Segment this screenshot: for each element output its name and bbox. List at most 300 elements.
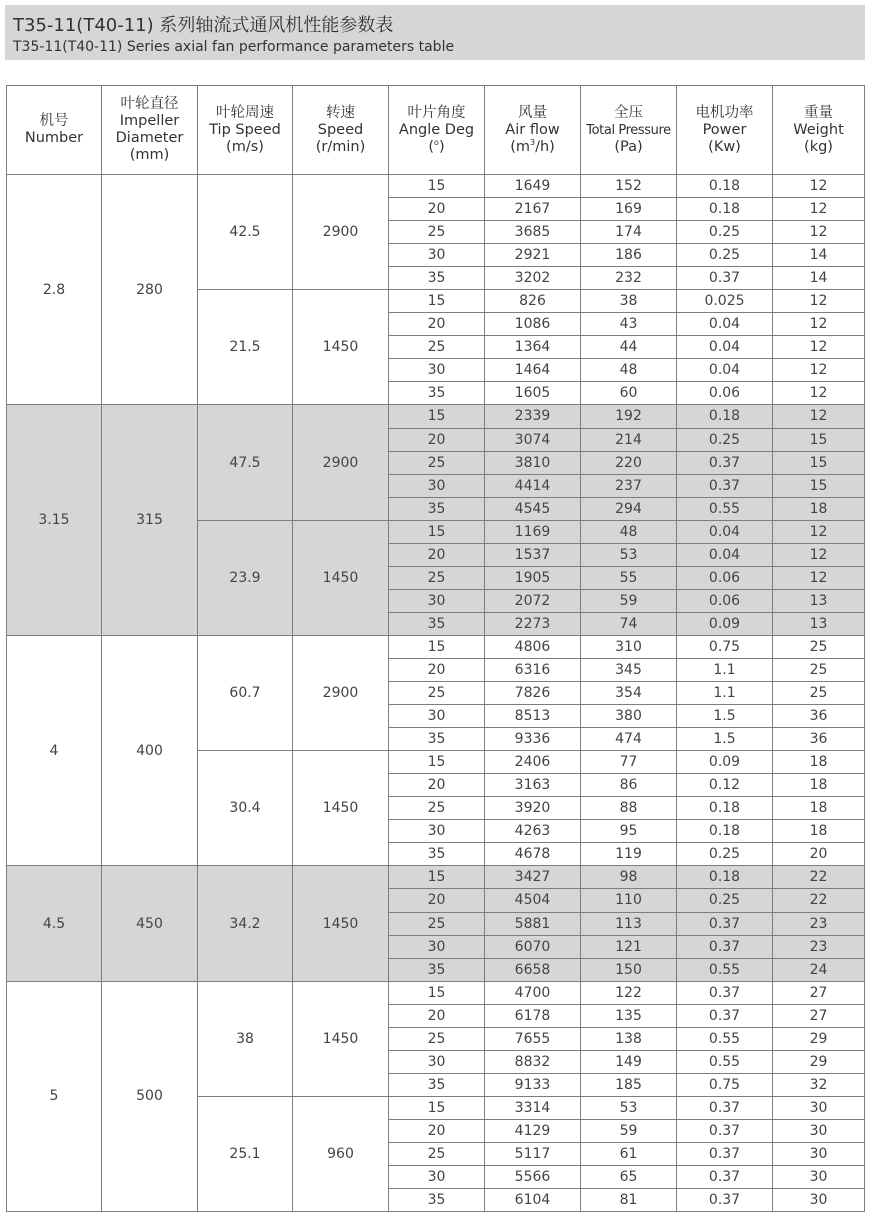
cell-air-flow: 3163 <box>485 774 581 797</box>
cell-power: 0.25 <box>677 843 773 866</box>
cell-angle: 35 <box>389 958 485 981</box>
cell-air-flow: 6178 <box>485 1004 581 1027</box>
cell-air-flow: 6658 <box>485 958 581 981</box>
page-title-zh: T35-11(T40-11) 系列轴流式通风机性能参数表 <box>13 15 394 36</box>
header-angle-deg-zh: 叶片角度 <box>407 104 466 121</box>
cell-air-flow: 4545 <box>485 497 581 520</box>
cell-power: 0.37 <box>677 1119 773 1142</box>
cell-total-pressure: 74 <box>581 612 677 635</box>
cell-power: 0.12 <box>677 774 773 797</box>
header-weight <box>773 86 865 175</box>
cell-angle: 15 <box>389 866 485 889</box>
cell-total-pressure: 95 <box>581 820 677 843</box>
cell-angle: 35 <box>389 497 485 520</box>
cell-air-flow: 3427 <box>485 866 581 889</box>
header-tip-speed-en-1: (m/s) <box>226 138 264 155</box>
cell-angle: 25 <box>389 451 485 474</box>
cell-air-flow: 8832 <box>485 1050 581 1073</box>
cell-angle: 20 <box>389 1004 485 1027</box>
cell-tip-speed: 38 <box>198 981 293 1096</box>
cell-angle: 35 <box>389 728 485 751</box>
cell-weight: 12 <box>773 566 865 589</box>
cell-air-flow: 4678 <box>485 843 581 866</box>
cell-weight: 25 <box>773 682 865 705</box>
header-total-pressure <box>581 86 677 175</box>
header-power-en-0: Power <box>702 121 747 138</box>
cell-power: 0.18 <box>677 866 773 889</box>
cell-weight: 12 <box>773 221 865 244</box>
cell-angle: 20 <box>389 1119 485 1142</box>
header-tip-speed-en-0: Tip Speed <box>209 121 281 138</box>
cell-angle: 35 <box>389 1189 485 1212</box>
cell-angle: 20 <box>389 198 485 221</box>
unit-superscript: o <box>434 137 439 147</box>
cell-angle: 20 <box>389 774 485 797</box>
unit-suffix: /h) <box>535 138 555 155</box>
cell-weight: 27 <box>773 981 865 1004</box>
cell-number: 5 <box>7 981 102 1211</box>
cell-tip-speed: 25.1 <box>198 1096 293 1211</box>
header-total-pressure-zh: 全压 <box>614 104 643 121</box>
cell-total-pressure: 169 <box>581 198 677 221</box>
cell-weight: 25 <box>773 658 865 681</box>
cell-power: 0.04 <box>677 520 773 543</box>
cell-angle: 15 <box>389 751 485 774</box>
cell-total-pressure: 53 <box>581 543 677 566</box>
cell-total-pressure: 113 <box>581 912 677 935</box>
cell-speed: 1450 <box>293 866 389 981</box>
cell-weight: 27 <box>773 1004 865 1027</box>
header-total-pressure-en-0: Total Pressure <box>586 122 671 138</box>
cell-tip-speed: 42.5 <box>198 175 293 290</box>
cell-weight: 22 <box>773 866 865 889</box>
cell-power: 0.37 <box>677 1189 773 1212</box>
cell-angle: 15 <box>389 405 485 428</box>
table-row <box>7 405 865 428</box>
cell-air-flow: 2072 <box>485 589 581 612</box>
header-tip-speed <box>198 86 293 175</box>
cell-power: 0.37 <box>677 1004 773 1027</box>
header-impeller-diameter-en-2: (mm) <box>129 147 170 163</box>
header-air-flow-zh: 风量 <box>518 104 547 121</box>
cell-power: 0.06 <box>677 566 773 589</box>
cell-air-flow: 5881 <box>485 912 581 935</box>
cell-power: 0.25 <box>677 889 773 912</box>
cell-weight: 12 <box>773 336 865 359</box>
cell-angle: 30 <box>389 935 485 958</box>
header-weight-en-1: (kg) <box>804 138 833 155</box>
header-number-en-0: Number <box>24 130 84 146</box>
cell-total-pressure: 220 <box>581 451 677 474</box>
cell-total-pressure: 294 <box>581 497 677 520</box>
cell-total-pressure: 474 <box>581 728 677 751</box>
header-speed-en-1: (r/min) <box>315 138 366 155</box>
cell-speed: 1450 <box>293 290 389 405</box>
cell-air-flow: 4129 <box>485 1119 581 1142</box>
cell-angle: 20 <box>389 658 485 681</box>
cell-air-flow: 4806 <box>485 635 581 658</box>
unit-suffix: ) <box>438 138 445 155</box>
cell-weight: 32 <box>773 1073 865 1096</box>
cell-total-pressure: 138 <box>581 1027 677 1050</box>
cell-speed: 2900 <box>293 175 389 290</box>
cell-power: 0.37 <box>677 451 773 474</box>
cell-power: 0.09 <box>677 612 773 635</box>
header-impeller-diameter-en-0: Impeller <box>119 113 180 129</box>
cell-angle: 25 <box>389 797 485 820</box>
cell-power: 0.37 <box>677 267 773 290</box>
cell-angle: 20 <box>389 313 485 336</box>
cell-power: 0.25 <box>677 221 773 244</box>
cell-weight: 36 <box>773 705 865 728</box>
table-row <box>7 175 865 198</box>
cell-power: 0.06 <box>677 589 773 612</box>
cell-number: 3.15 <box>7 405 102 635</box>
cell-power: 0.37 <box>677 1166 773 1189</box>
header-number <box>7 86 102 175</box>
cell-angle: 15 <box>389 175 485 198</box>
cell-speed: 1450 <box>293 751 389 866</box>
title-bar <box>5 5 865 60</box>
cell-tip-speed: 30.4 <box>198 751 293 866</box>
cell-total-pressure: 174 <box>581 221 677 244</box>
cell-weight: 15 <box>773 451 865 474</box>
cell-air-flow: 3685 <box>485 221 581 244</box>
cell-diameter: 450 <box>102 866 198 981</box>
cell-total-pressure: 310 <box>581 635 677 658</box>
cell-power: 0.55 <box>677 497 773 520</box>
cell-angle: 20 <box>389 428 485 451</box>
cell-angle: 15 <box>389 981 485 1004</box>
header-weight-zh: 重量 <box>804 104 833 121</box>
cell-power: 0.09 <box>677 751 773 774</box>
cell-total-pressure: 59 <box>581 589 677 612</box>
cell-weight: 23 <box>773 935 865 958</box>
cell-air-flow: 2339 <box>485 405 581 428</box>
cell-angle: 15 <box>389 1096 485 1119</box>
cell-angle: 25 <box>389 1142 485 1165</box>
header-impeller-diameter-zh: 叶轮直径 <box>120 96 179 112</box>
cell-air-flow: 6104 <box>485 1189 581 1212</box>
cell-total-pressure: 110 <box>581 889 677 912</box>
cell-angle: 25 <box>389 912 485 935</box>
cell-angle: 20 <box>389 889 485 912</box>
cell-total-pressure: 122 <box>581 981 677 1004</box>
cell-angle: 25 <box>389 221 485 244</box>
cell-total-pressure: 48 <box>581 520 677 543</box>
cell-air-flow: 3810 <box>485 451 581 474</box>
cell-power: 0.18 <box>677 405 773 428</box>
header-power <box>677 86 773 175</box>
cell-air-flow: 1605 <box>485 382 581 405</box>
cell-angle: 35 <box>389 267 485 290</box>
cell-air-flow: 6316 <box>485 658 581 681</box>
header-air-flow-en-0: Air flow <box>505 121 560 138</box>
performance-table <box>6 85 865 1212</box>
cell-air-flow: 2273 <box>485 612 581 635</box>
cell-tip-speed: 21.5 <box>198 290 293 405</box>
cell-air-flow: 1649 <box>485 175 581 198</box>
cell-total-pressure: 88 <box>581 797 677 820</box>
cell-weight: 24 <box>773 958 865 981</box>
cell-air-flow: 6070 <box>485 935 581 958</box>
cell-air-flow: 7655 <box>485 1027 581 1050</box>
cell-angle: 30 <box>389 705 485 728</box>
header-speed <box>293 86 389 175</box>
cell-total-pressure: 65 <box>581 1166 677 1189</box>
cell-power: 0.04 <box>677 313 773 336</box>
cell-weight: 30 <box>773 1166 865 1189</box>
cell-angle: 25 <box>389 682 485 705</box>
cell-weight: 14 <box>773 267 865 290</box>
header-angle-deg-en-0: Angle Deg <box>398 121 475 138</box>
cell-total-pressure: 77 <box>581 751 677 774</box>
cell-power: 0.18 <box>677 175 773 198</box>
cell-weight: 12 <box>773 543 865 566</box>
cell-number: 2.8 <box>7 175 102 405</box>
header-air-flow <box>485 86 581 175</box>
cell-angle: 30 <box>389 589 485 612</box>
cell-weight: 13 <box>773 612 865 635</box>
cell-diameter: 500 <box>102 981 198 1211</box>
cell-weight: 29 <box>773 1027 865 1050</box>
cell-weight: 12 <box>773 382 865 405</box>
cell-power: 0.04 <box>677 359 773 382</box>
cell-total-pressure: 81 <box>581 1189 677 1212</box>
header-power-en-1: (Kw) <box>708 138 741 155</box>
cell-weight: 12 <box>773 405 865 428</box>
cell-power: 0.75 <box>677 1073 773 1096</box>
cell-tip-speed: 23.9 <box>198 520 293 635</box>
cell-air-flow: 826 <box>485 290 581 313</box>
cell-weight: 29 <box>773 1050 865 1073</box>
cell-speed: 2900 <box>293 635 389 750</box>
cell-total-pressure: 55 <box>581 566 677 589</box>
page-title-en: T35-11(T40-11) Series axial fan performance parameters table <box>13 39 455 55</box>
cell-power: 0.37 <box>677 935 773 958</box>
cell-weight: 36 <box>773 728 865 751</box>
cell-diameter: 400 <box>102 635 198 865</box>
cell-power: 1.1 <box>677 682 773 705</box>
table-body <box>7 175 865 1212</box>
cell-total-pressure: 192 <box>581 405 677 428</box>
cell-weight: 13 <box>773 589 865 612</box>
header-angle-deg <box>389 86 485 175</box>
cell-total-pressure: 60 <box>581 382 677 405</box>
cell-weight: 18 <box>773 820 865 843</box>
cell-total-pressure: 150 <box>581 958 677 981</box>
cell-weight: 12 <box>773 520 865 543</box>
cell-weight: 15 <box>773 428 865 451</box>
cell-power: 0.04 <box>677 336 773 359</box>
cell-air-flow: 4263 <box>485 820 581 843</box>
cell-angle: 25 <box>389 336 485 359</box>
cell-air-flow: 2406 <box>485 751 581 774</box>
cell-power: 0.55 <box>677 1027 773 1050</box>
cell-power: 0.25 <box>677 244 773 267</box>
header-tip-speed-zh: 叶轮周速 <box>216 104 274 121</box>
header-power-zh: 电机功率 <box>695 104 754 121</box>
unit-superscript: 3 <box>529 137 536 147</box>
cell-total-pressure: 48 <box>581 359 677 382</box>
cell-air-flow: 1086 <box>485 313 581 336</box>
cell-air-flow: 7826 <box>485 682 581 705</box>
cell-weight: 30 <box>773 1142 865 1165</box>
cell-weight: 12 <box>773 359 865 382</box>
cell-air-flow: 4700 <box>485 981 581 1004</box>
cell-diameter: 280 <box>102 175 198 405</box>
cell-air-flow: 1537 <box>485 543 581 566</box>
cell-diameter: 315 <box>102 405 198 635</box>
cell-angle: 30 <box>389 359 485 382</box>
cell-number: 4.5 <box>7 866 102 981</box>
cell-air-flow: 3314 <box>485 1096 581 1119</box>
cell-air-flow: 1905 <box>485 566 581 589</box>
cell-air-flow: 4504 <box>485 889 581 912</box>
cell-total-pressure: 121 <box>581 935 677 958</box>
cell-angle: 25 <box>389 1027 485 1050</box>
cell-air-flow: 9133 <box>485 1073 581 1096</box>
cell-total-pressure: 149 <box>581 1050 677 1073</box>
header-impeller-diameter <box>102 86 198 175</box>
cell-angle: 15 <box>389 290 485 313</box>
cell-tip-speed: 60.7 <box>198 635 293 750</box>
cell-weight: 30 <box>773 1189 865 1212</box>
cell-angle: 35 <box>389 612 485 635</box>
cell-total-pressure: 354 <box>581 682 677 705</box>
cell-angle: 35 <box>389 843 485 866</box>
cell-weight: 12 <box>773 175 865 198</box>
cell-total-pressure: 44 <box>581 336 677 359</box>
cell-total-pressure: 186 <box>581 244 677 267</box>
header-speed-zh: 转速 <box>326 104 355 121</box>
cell-total-pressure: 237 <box>581 474 677 497</box>
cell-angle: 30 <box>389 244 485 267</box>
cell-total-pressure: 135 <box>581 1004 677 1027</box>
cell-total-pressure: 119 <box>581 843 677 866</box>
cell-power: 1.5 <box>677 705 773 728</box>
cell-weight: 22 <box>773 889 865 912</box>
cell-speed: 1450 <box>293 981 389 1096</box>
cell-total-pressure: 152 <box>581 175 677 198</box>
cell-angle: 25 <box>389 566 485 589</box>
cell-air-flow: 2167 <box>485 198 581 221</box>
cell-air-flow: 9336 <box>485 728 581 751</box>
cell-power: 0.06 <box>677 382 773 405</box>
cell-total-pressure: 185 <box>581 1073 677 1096</box>
cell-power: 0.55 <box>677 1050 773 1073</box>
cell-air-flow: 1364 <box>485 336 581 359</box>
cell-power: 0.18 <box>677 797 773 820</box>
cell-air-flow: 1169 <box>485 520 581 543</box>
header-total-pressure-en-1: (Pa) <box>614 138 643 155</box>
cell-power: 0.37 <box>677 1142 773 1165</box>
header-speed-en-0: Speed <box>317 121 364 138</box>
cell-air-flow: 3920 <box>485 797 581 820</box>
cell-air-flow: 3202 <box>485 267 581 290</box>
cell-weight: 25 <box>773 635 865 658</box>
cell-total-pressure: 345 <box>581 658 677 681</box>
cell-power: 0.25 <box>677 428 773 451</box>
cell-weight: 20 <box>773 843 865 866</box>
cell-weight: 30 <box>773 1096 865 1119</box>
cell-weight: 18 <box>773 774 865 797</box>
cell-angle: 15 <box>389 635 485 658</box>
cell-weight: 12 <box>773 198 865 221</box>
cell-total-pressure: 86 <box>581 774 677 797</box>
cell-power: 0.37 <box>677 1096 773 1119</box>
cell-power: 0.55 <box>677 958 773 981</box>
cell-air-flow: 8513 <box>485 705 581 728</box>
cell-weight: 14 <box>773 244 865 267</box>
cell-air-flow: 5117 <box>485 1142 581 1165</box>
cell-power: 0.025 <box>677 290 773 313</box>
cell-total-pressure: 214 <box>581 428 677 451</box>
cell-power: 0.18 <box>677 820 773 843</box>
table-row <box>7 866 865 889</box>
cell-total-pressure: 98 <box>581 866 677 889</box>
cell-angle: 30 <box>389 1166 485 1189</box>
header-weight-en-0: Weight <box>793 121 844 138</box>
unit-prefix: ( <box>428 138 435 155</box>
cell-angle: 30 <box>389 820 485 843</box>
cell-air-flow: 2921 <box>485 244 581 267</box>
cell-total-pressure: 380 <box>581 705 677 728</box>
cell-angle: 35 <box>389 382 485 405</box>
cell-weight: 18 <box>773 751 865 774</box>
cell-tip-speed: 34.2 <box>198 866 293 981</box>
cell-power: 1.5 <box>677 728 773 751</box>
cell-angle: 20 <box>389 543 485 566</box>
header-impeller-diameter-en-1: Diameter <box>115 130 184 146</box>
cell-weight: 23 <box>773 912 865 935</box>
cell-angle: 35 <box>389 1073 485 1096</box>
cell-power: 0.37 <box>677 474 773 497</box>
cell-weight: 12 <box>773 313 865 336</box>
cell-weight: 15 <box>773 474 865 497</box>
table-row <box>7 635 865 658</box>
cell-air-flow: 1464 <box>485 359 581 382</box>
cell-power: 0.18 <box>677 198 773 221</box>
cell-air-flow: 3074 <box>485 428 581 451</box>
cell-total-pressure: 59 <box>581 1119 677 1142</box>
cell-speed: 960 <box>293 1096 389 1211</box>
cell-speed: 2900 <box>293 405 389 520</box>
cell-angle: 30 <box>389 474 485 497</box>
cell-total-pressure: 61 <box>581 1142 677 1165</box>
cell-weight: 30 <box>773 1119 865 1142</box>
cell-number: 4 <box>7 635 102 865</box>
cell-tip-speed: 47.5 <box>198 405 293 520</box>
cell-air-flow: 4414 <box>485 474 581 497</box>
cell-weight: 18 <box>773 797 865 820</box>
cell-air-flow: 5566 <box>485 1166 581 1189</box>
header-angle-deg-unit <box>389 139 484 156</box>
cell-power: 0.04 <box>677 543 773 566</box>
cell-total-pressure: 43 <box>581 313 677 336</box>
cell-total-pressure: 38 <box>581 290 677 313</box>
cell-total-pressure: 232 <box>581 267 677 290</box>
header-number-zh: 机号 <box>39 113 69 129</box>
table-header-row <box>7 86 865 175</box>
cell-weight: 12 <box>773 290 865 313</box>
cell-total-pressure: 53 <box>581 1096 677 1119</box>
cell-angle: 30 <box>389 1050 485 1073</box>
cell-weight: 18 <box>773 497 865 520</box>
cell-power: 0.37 <box>677 981 773 1004</box>
cell-power: 0.75 <box>677 635 773 658</box>
cell-power: 1.1 <box>677 658 773 681</box>
